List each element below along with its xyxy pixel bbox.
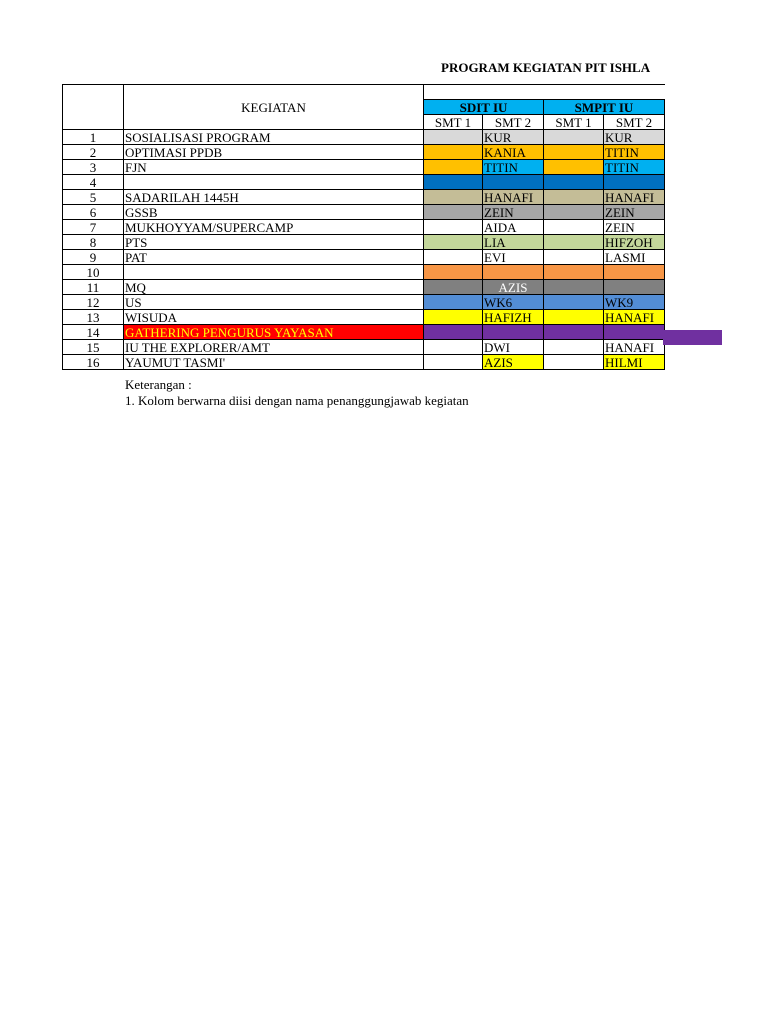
activity-name: PTS xyxy=(124,235,424,250)
semester-header: SMT 2 xyxy=(604,115,665,130)
responsible-cell: KANIA xyxy=(483,145,544,160)
notes-block xyxy=(125,377,469,409)
header-row-top xyxy=(63,85,665,100)
responsible-cell: TITIN xyxy=(604,160,665,175)
row-number: 4 xyxy=(63,175,124,190)
row-number: 5 xyxy=(63,190,124,205)
row-number: 3 xyxy=(63,160,124,175)
responsible-cell xyxy=(424,205,483,220)
responsible-cell: ZEIN xyxy=(604,205,665,220)
responsible-cell xyxy=(544,130,604,145)
kegiatan-header: KEGIATAN xyxy=(124,85,424,130)
responsible-cell xyxy=(544,145,604,160)
responsible-cell xyxy=(424,220,483,235)
school-header-smpit: SMPIT IU xyxy=(544,100,665,115)
activity-name: YAUMUT TASMI' xyxy=(124,355,424,370)
table-row xyxy=(63,235,665,250)
activity-name: MUKHOYYAM/SUPERCAMP xyxy=(124,220,424,235)
responsible-cell xyxy=(424,340,483,355)
row-number: 12 xyxy=(63,295,124,310)
table-row xyxy=(63,340,665,355)
responsible-cell xyxy=(544,340,604,355)
activity-name xyxy=(124,175,424,190)
responsible-cell: HANAFI xyxy=(604,340,665,355)
responsible-cell: WK6 xyxy=(483,295,544,310)
activity-table xyxy=(62,84,665,370)
table-row xyxy=(63,160,665,175)
responsible-cell: EVI xyxy=(483,250,544,265)
row-number: 11 xyxy=(63,280,124,295)
responsible-cell xyxy=(424,235,483,250)
semester-header: SMT 1 xyxy=(424,115,483,130)
activity-name: PAT xyxy=(124,250,424,265)
responsible-cell: HANAFI xyxy=(604,310,665,325)
responsible-cell xyxy=(604,325,665,340)
notes-item: 1. Kolom berwarna diisi dengan nama penanggungjawab kegiatan xyxy=(125,393,469,408)
responsible-cell xyxy=(483,175,544,190)
responsible-cell xyxy=(544,310,604,325)
table-row xyxy=(63,205,665,220)
responsible-cell xyxy=(544,160,604,175)
table-row xyxy=(63,325,665,340)
responsible-cell xyxy=(544,295,604,310)
row-number: 8 xyxy=(63,235,124,250)
responsible-cell xyxy=(424,310,483,325)
responsible-cell xyxy=(483,265,544,280)
table-row xyxy=(63,220,665,235)
activity-name: SOSIALISASI PROGRAM xyxy=(124,130,424,145)
table-row xyxy=(63,145,665,160)
table-row xyxy=(63,190,665,205)
responsible-cell: KUR xyxy=(604,130,665,145)
responsible-cell xyxy=(424,325,483,340)
number-header xyxy=(63,85,124,130)
responsible-cell: AZIS xyxy=(483,355,544,370)
activity-name: SADARILAH 1445H xyxy=(124,190,424,205)
activity-name: GSSB xyxy=(124,205,424,220)
activity-name: GATHERING PENGURUS YAYASAN xyxy=(124,325,424,340)
responsible-cell xyxy=(604,265,665,280)
responsible-cell: ZEIN xyxy=(604,220,665,235)
notes-heading: Keterangan : xyxy=(125,377,192,392)
activity-name: WISUDA xyxy=(124,310,424,325)
responsible-cell: DWI xyxy=(483,340,544,355)
activity-name: MQ xyxy=(124,280,424,295)
table-row xyxy=(63,310,665,325)
table-row xyxy=(63,265,665,280)
row-number: 7 xyxy=(63,220,124,235)
table-row xyxy=(63,295,665,310)
responsible-cell xyxy=(424,145,483,160)
activity-name: OPTIMASI PPDB xyxy=(124,145,424,160)
responsible-cell xyxy=(544,325,604,340)
responsible-cell: HANAFI xyxy=(604,190,665,205)
responsible-cell: TITIN xyxy=(604,145,665,160)
responsible-cell xyxy=(544,175,604,190)
responsible-cell xyxy=(424,175,483,190)
responsible-cell xyxy=(424,280,483,295)
responsible-cell xyxy=(544,250,604,265)
activity-name: FJN xyxy=(124,160,424,175)
responsible-cell: HIFZOH xyxy=(604,235,665,250)
responsible-cell xyxy=(424,190,483,205)
activity-name xyxy=(124,265,424,280)
row-number: 6 xyxy=(63,205,124,220)
responsible-cell xyxy=(483,325,544,340)
responsible-cell xyxy=(604,175,665,190)
row-number: 2 xyxy=(63,145,124,160)
responsible-cell xyxy=(544,280,604,295)
responsible-cell xyxy=(544,205,604,220)
row-number: 9 xyxy=(63,250,124,265)
responsible-cell: LIA xyxy=(483,235,544,250)
semester-header: SMT 1 xyxy=(544,115,604,130)
table-row xyxy=(63,130,665,145)
header-spacer xyxy=(424,85,665,100)
row-number: 14 xyxy=(63,325,124,340)
responsible-cell: LASMI xyxy=(604,250,665,265)
responsible-cell xyxy=(424,250,483,265)
responsible-cell: WK9 xyxy=(604,295,665,310)
school-header-sdit: SDIT IU xyxy=(424,100,544,115)
responsible-cell xyxy=(544,355,604,370)
responsible-cell xyxy=(604,280,665,295)
row-number: 10 xyxy=(63,265,124,280)
activity-name: IU THE EXPLORER/AMT xyxy=(124,340,424,355)
table-row xyxy=(63,175,665,190)
purple-overflow-band xyxy=(663,330,722,345)
responsible-cell xyxy=(424,295,483,310)
responsible-cell xyxy=(544,265,604,280)
responsible-cell xyxy=(424,355,483,370)
responsible-cell xyxy=(544,235,604,250)
responsible-cell: ZEIN xyxy=(483,205,544,220)
responsible-cell xyxy=(424,160,483,175)
table-row xyxy=(63,355,665,370)
responsible-cell xyxy=(424,130,483,145)
table-row xyxy=(63,250,665,265)
responsible-cell xyxy=(544,190,604,205)
document-title: PROGRAM KEGIATAN PIT ISHLA xyxy=(441,60,651,75)
row-number: 15 xyxy=(63,340,124,355)
responsible-cell: HILMI xyxy=(604,355,665,370)
responsible-cell: AIDA xyxy=(483,220,544,235)
table-row xyxy=(63,280,665,295)
responsible-cell: HAFIZH xyxy=(483,310,544,325)
row-number: 1 xyxy=(63,130,124,145)
responsible-cell xyxy=(424,265,483,280)
row-number: 16 xyxy=(63,355,124,370)
responsible-cell: KUR xyxy=(483,130,544,145)
activity-name: US xyxy=(124,295,424,310)
semester-header: SMT 2 xyxy=(483,115,544,130)
responsible-cell xyxy=(544,220,604,235)
responsible-cell: HANAFI xyxy=(483,190,544,205)
responsible-cell: TITIN xyxy=(483,160,544,175)
responsible-cell: AZIS xyxy=(483,280,544,295)
row-number: 13 xyxy=(63,310,124,325)
